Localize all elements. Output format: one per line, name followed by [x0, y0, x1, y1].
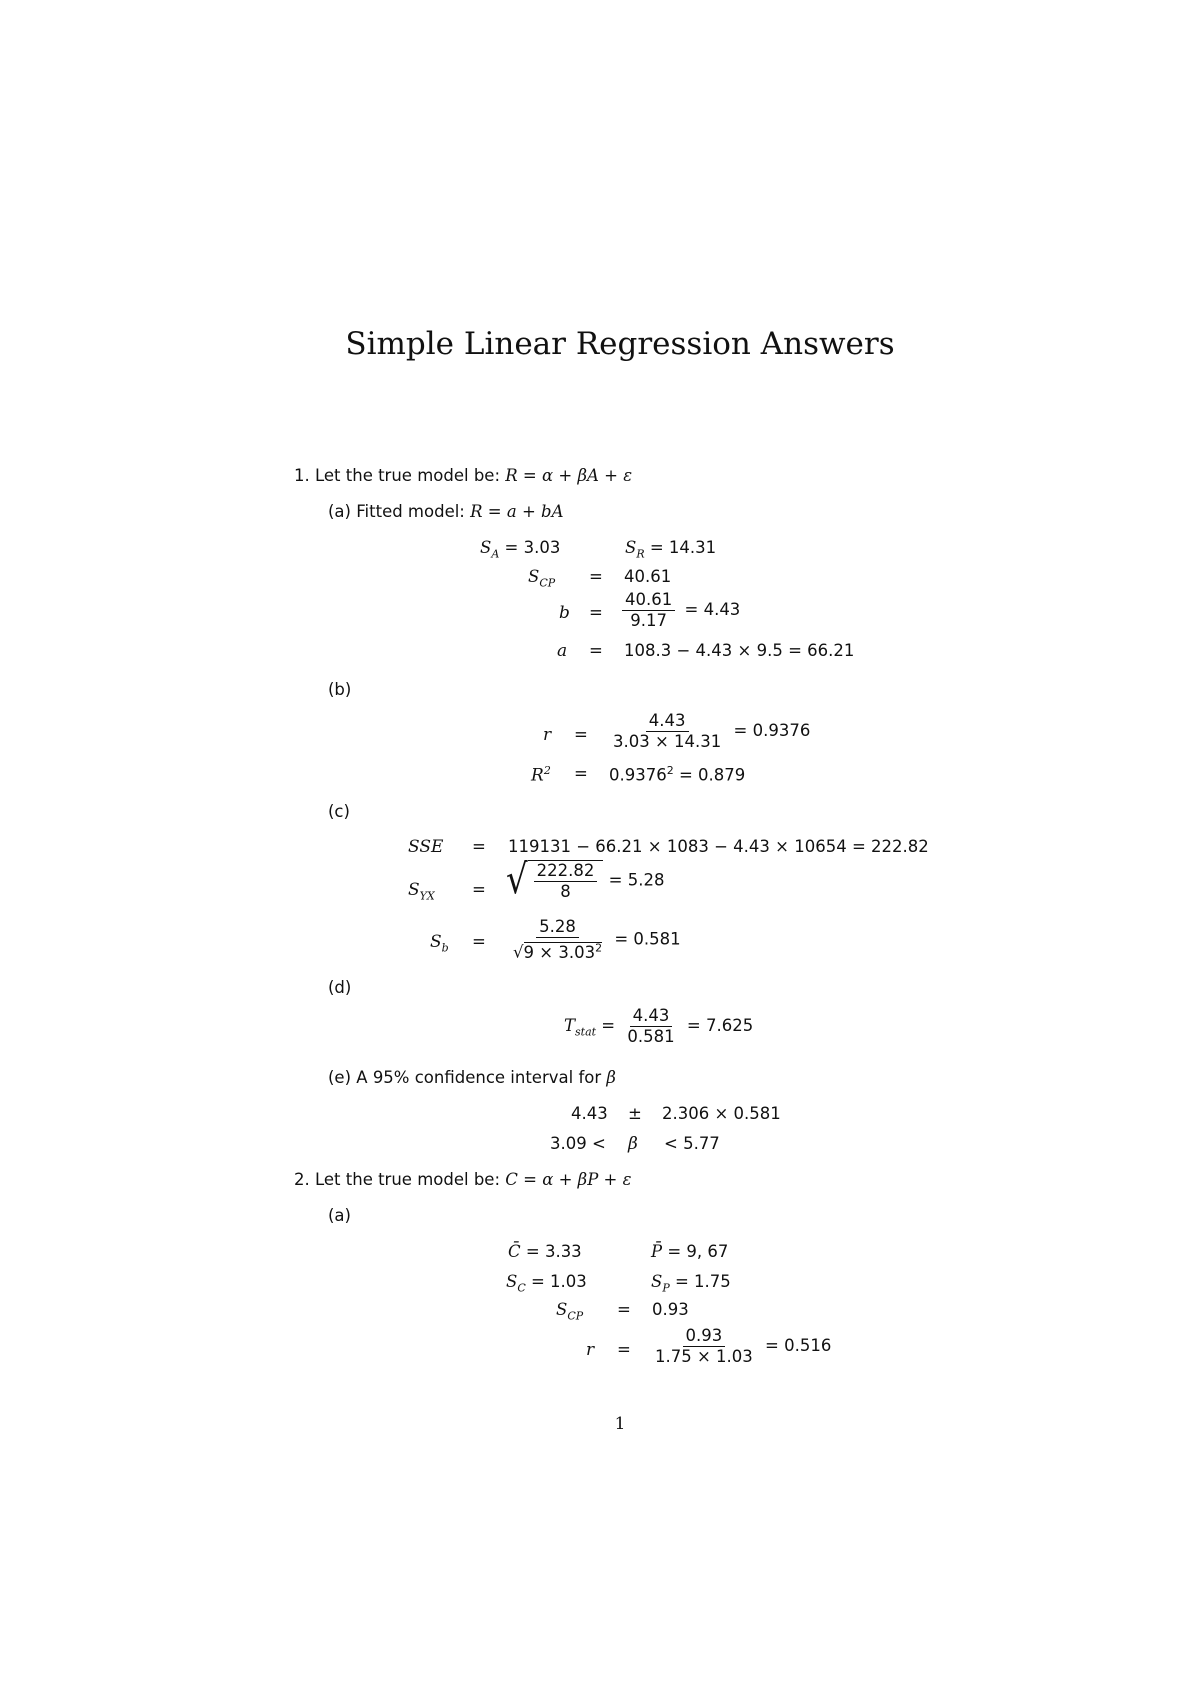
ci-low: 3.09 < — [550, 1134, 606, 1153]
eq-sign: = — [574, 725, 588, 744]
q1a-heading — [328, 502, 564, 521]
q2a-sc: $S_C = 1.03$ — [506, 1272, 587, 1295]
q1b-r-expr — [606, 711, 810, 752]
q1a-scp-value: 40.61 — [624, 567, 672, 586]
sc-value: = 1.03 — [530, 1272, 587, 1291]
q2-intro: Let the true model be: — [315, 1170, 501, 1189]
q1a-sr: $S_R = 14.31$ — [625, 538, 717, 561]
q2-model: C = α + βP + ε — [505, 1170, 632, 1189]
b-result: = 4.43 — [684, 600, 741, 619]
q1a-text: Fitted model: — [356, 502, 465, 521]
sp-value: = 1.75 — [674, 1272, 731, 1291]
eq-sign: = — [574, 764, 588, 783]
sb-denominator: 9 × 3.03 — [523, 942, 596, 962]
eq-sign: = — [617, 1340, 631, 1359]
q2a-pbar: P̄ = 9, 67 — [651, 1242, 729, 1261]
q1b-r-lhs: r — [543, 725, 552, 745]
ci-center: 4.43 — [571, 1104, 608, 1123]
q1c-label: (c) — [328, 802, 350, 821]
q1a-a-expr: 108.3 − 4.43 × 9.5 = 66.21 — [624, 641, 855, 660]
pbar-value: = 9, 67 — [667, 1242, 729, 1261]
eq-sign: = — [472, 880, 486, 899]
b-numerator: 40.61 — [622, 590, 675, 611]
syx-numerator: 222.82 — [534, 861, 598, 882]
syx-denominator: 8 — [560, 882, 571, 901]
q1e-text: A 95% confidence interval for — [356, 1068, 602, 1087]
b-denominator: 9.17 — [630, 611, 667, 630]
sb-result: = 0.581 — [614, 929, 681, 949]
eq-sign: = — [589, 641, 603, 660]
q1-number: 1. — [294, 466, 310, 485]
q2-r-numerator: 0.93 — [683, 1326, 726, 1347]
r-numerator: 4.43 — [646, 711, 689, 732]
q1-heading — [294, 466, 632, 485]
q2a-label: (a) — [328, 1206, 351, 1225]
q2a-sp: $S_P = 1.75$ — [651, 1272, 731, 1295]
eq-sign: = — [589, 603, 603, 622]
t-numerator: 4.43 — [630, 1006, 673, 1027]
q1e-heading — [328, 1068, 616, 1087]
q1a-label: (a) — [328, 502, 351, 521]
eq-sign: = — [589, 567, 603, 586]
q1a-b-expr — [618, 590, 740, 631]
ci-pm: ± — [628, 1104, 642, 1123]
q1c-sb-expr — [506, 917, 681, 963]
ci-beta: β — [628, 1134, 638, 1154]
q1-model: R = α + βA + ε — [505, 466, 633, 485]
t-result: = 7.625 — [686, 1016, 754, 1035]
q1c-sse-expr: 119131 − 66.21 × 1083 − 4.43 × 10654 = 222.82 — [508, 837, 929, 856]
q1b-label: (b) — [328, 680, 352, 699]
q1d-t-expr: $T_{stat}$ = $\frac{4.43}{0.581}$ = 7.625 — [564, 1006, 754, 1046]
page-title: Simple Linear Regression Answers — [345, 326, 895, 362]
eq-sign: = — [472, 932, 486, 951]
eq-sign: = — [472, 837, 486, 856]
q1a-sa: $S_A = 3.03$ — [480, 538, 561, 561]
q1a-model: R = a + bA — [470, 502, 564, 521]
r-denominator: 3.03 × 14.31 — [613, 732, 722, 751]
q1-intro: Let the true model be: — [315, 466, 501, 485]
q1a-scp: $S_{CP}$ — [528, 567, 556, 590]
q1a-b-lhs: b — [559, 603, 570, 623]
q1c-sb-lhs: $S_b$ — [430, 932, 449, 955]
q2a-cbar: C̄ = 3.33 — [508, 1242, 582, 1261]
r-result: = 0.9376 — [733, 721, 811, 740]
q2-r-denominator: 1.75 × 1.03 — [655, 1347, 753, 1366]
q2-r-result: = 0.516 — [765, 1336, 832, 1355]
q2-heading — [294, 1170, 631, 1189]
q1c-syx-lhs: $S_{YX}$ — [408, 880, 435, 903]
q1c-syx-expr: √ $\frac{222.82}{8}$ = 5.28 — [506, 855, 665, 904]
q2-number: 2. — [294, 1170, 310, 1189]
q1b-r2-expr: $0.9376^2 = 0.879$ — [609, 764, 746, 785]
r2-base: 0.9376 — [609, 765, 667, 785]
page-number: 1 — [614, 1414, 626, 1434]
q1c-sse-lhs: SSE — [408, 837, 444, 857]
r2-result: = 0.879 — [673, 765, 746, 785]
ci-half: 2.306 × 0.581 — [662, 1104, 781, 1123]
q2a-scp: $S_{CP}$ — [556, 1300, 584, 1323]
sb-denominator-wrap: $√9 \times 3.03^2$ — [513, 941, 603, 962]
eq-sign: = — [617, 1300, 631, 1319]
q1a-a-lhs: a — [557, 641, 568, 661]
q2a-r-expr — [648, 1326, 831, 1367]
q1e-label: (e) — [328, 1068, 352, 1087]
cbar-value: = 3.33 — [525, 1242, 582, 1261]
syx-result: = 5.28 — [608, 870, 665, 890]
q1d-label: (d) — [328, 978, 352, 997]
q2a-scp-value: 0.93 — [652, 1300, 689, 1319]
ci-high: < 5.77 — [664, 1134, 720, 1153]
q1b-r2-lhs: $R^2$ — [531, 764, 551, 786]
t-denominator: 0.581 — [627, 1027, 675, 1046]
sb-numerator: 5.28 — [536, 917, 579, 938]
beta-symbol: β — [606, 1068, 616, 1087]
q2a-r-lhs: r — [586, 1340, 595, 1360]
